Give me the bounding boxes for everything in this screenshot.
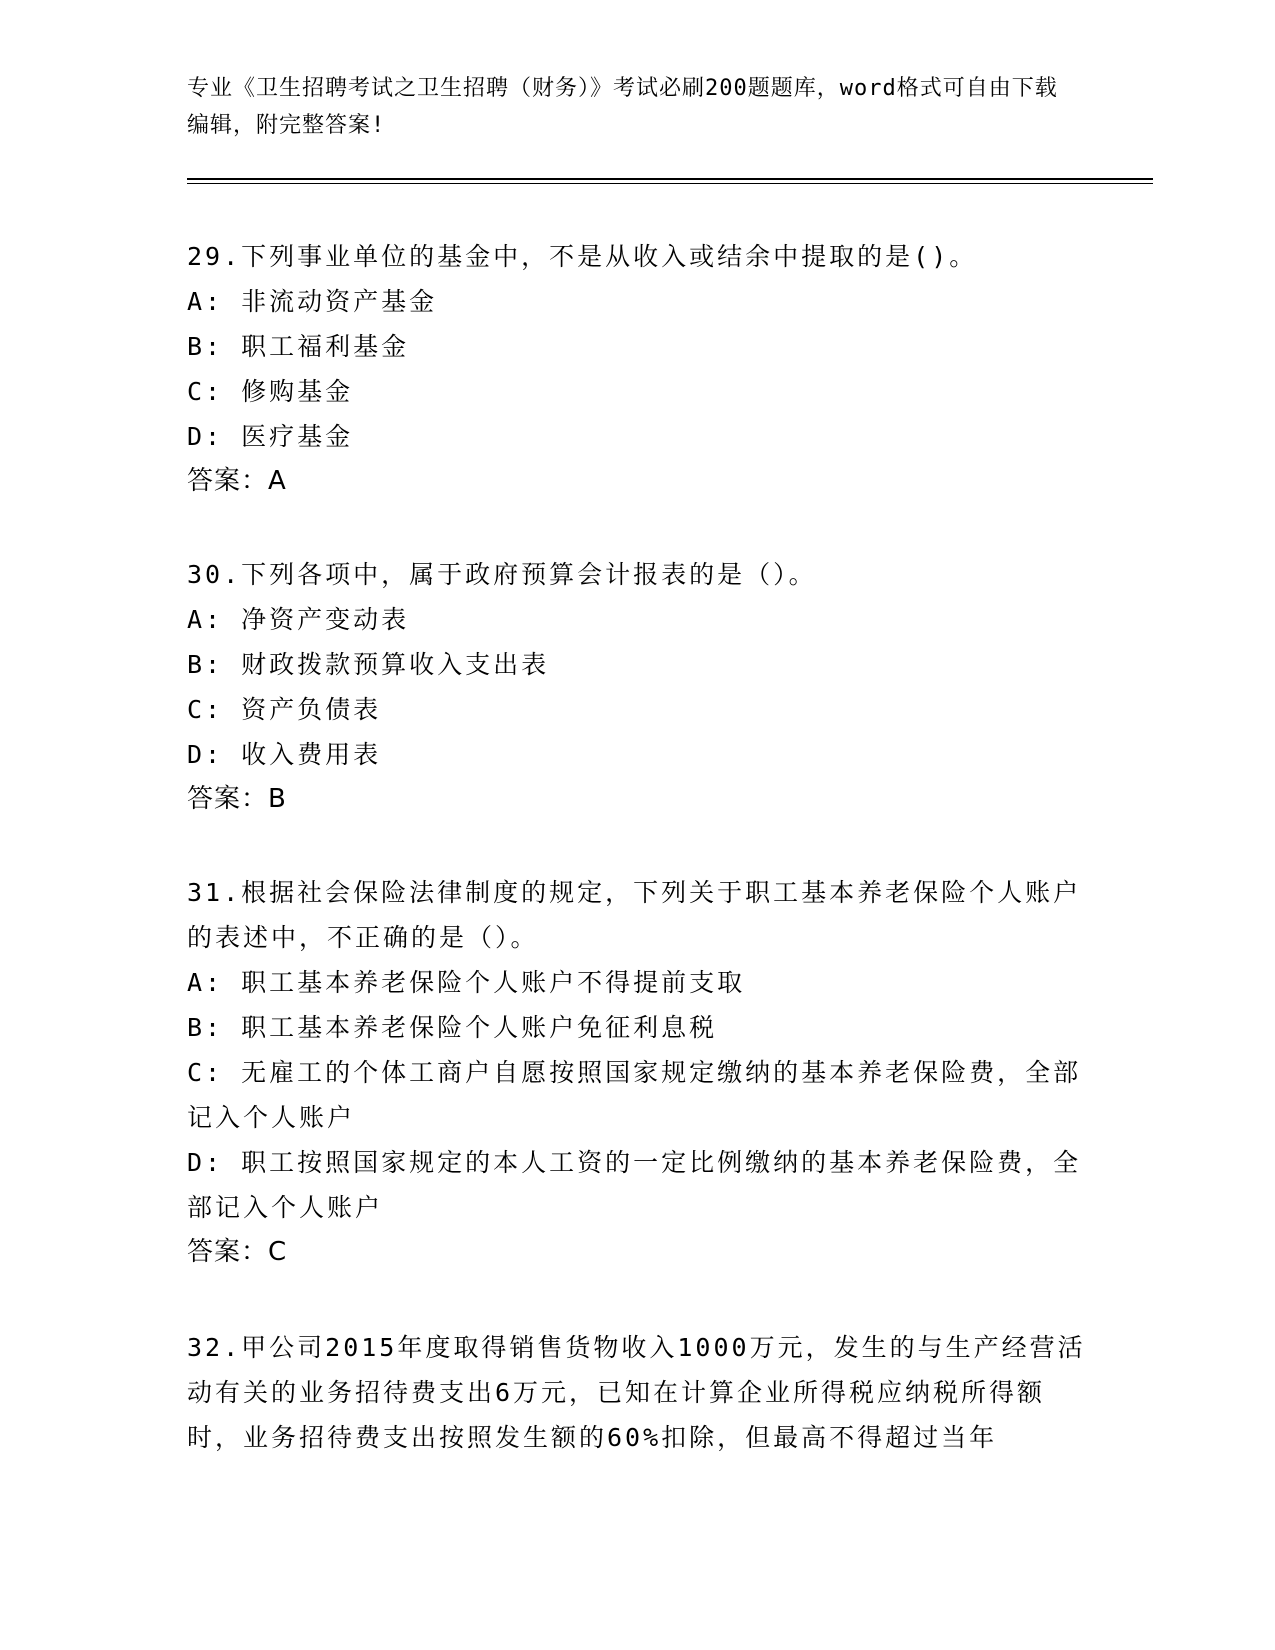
answer-label: 答案：A (187, 466, 287, 496)
question-stem: 29.下列事业单位的基金中，不是从收入或结余中提取的是()。 (187, 242, 978, 271)
question-31 (187, 870, 1087, 1275)
option-a: A: 职工基本养老保险个人账户不得提前支取 (187, 968, 746, 997)
answer-label: 答案：B (187, 784, 287, 814)
question-29 (187, 234, 1087, 504)
question-stem: 32.甲公司2015年度取得销售货物收入1000万元，发生的与生产经营活动有关的业务招待费支出6万元，已知在计算企业所得税应纳税所得额时，业务招待费支出按照发生额的60%扣除，但最高不得超过当年 (187, 1333, 1086, 1452)
header-rule-thin (187, 183, 1153, 184)
option-c: C: 修购基金 (187, 377, 354, 406)
option-a: A: 非流动资产基金 (187, 287, 438, 316)
question-32 (187, 1325, 1087, 1460)
option-b: B: 职工基本养老保险个人账户免征利息税 (187, 1013, 718, 1042)
option-d: D: 收入费用表 (187, 740, 382, 769)
option-c: C: 无雇工的个体工商户自愿按照国家规定缴纳的基本养老保险费，全部记入个人账户 (187, 1058, 1082, 1132)
option-c: C: 资产负债表 (187, 695, 382, 724)
option-d: D: 职工按照国家规定的本人工资的一定比例缴纳的基本养老保险费，全部记入个人账户 (187, 1148, 1082, 1222)
option-b: B: 财政拨款预算收入支出表 (187, 650, 550, 679)
question-stem: 30.下列各项中，属于政府预算会计报表的是（）。 (187, 560, 817, 589)
header-rule-thick (187, 178, 1153, 180)
question-stem: 31.根据社会保险法律制度的规定，下列关于职工基本养老保险个人账户的表述中，不正确的是（）。 (187, 878, 1082, 952)
question-30 (187, 552, 1087, 822)
option-d: D: 医疗基金 (187, 422, 354, 451)
option-b: B: 职工福利基金 (187, 332, 410, 361)
document-header: 专业《卫生招聘考试之卫生招聘（财务）》考试必刷200题题库，word格式可自由下载编辑，附完整答案! (187, 76, 1058, 138)
option-a: A: 净资产变动表 (187, 605, 410, 634)
answer-label: 答案：C (187, 1237, 288, 1267)
